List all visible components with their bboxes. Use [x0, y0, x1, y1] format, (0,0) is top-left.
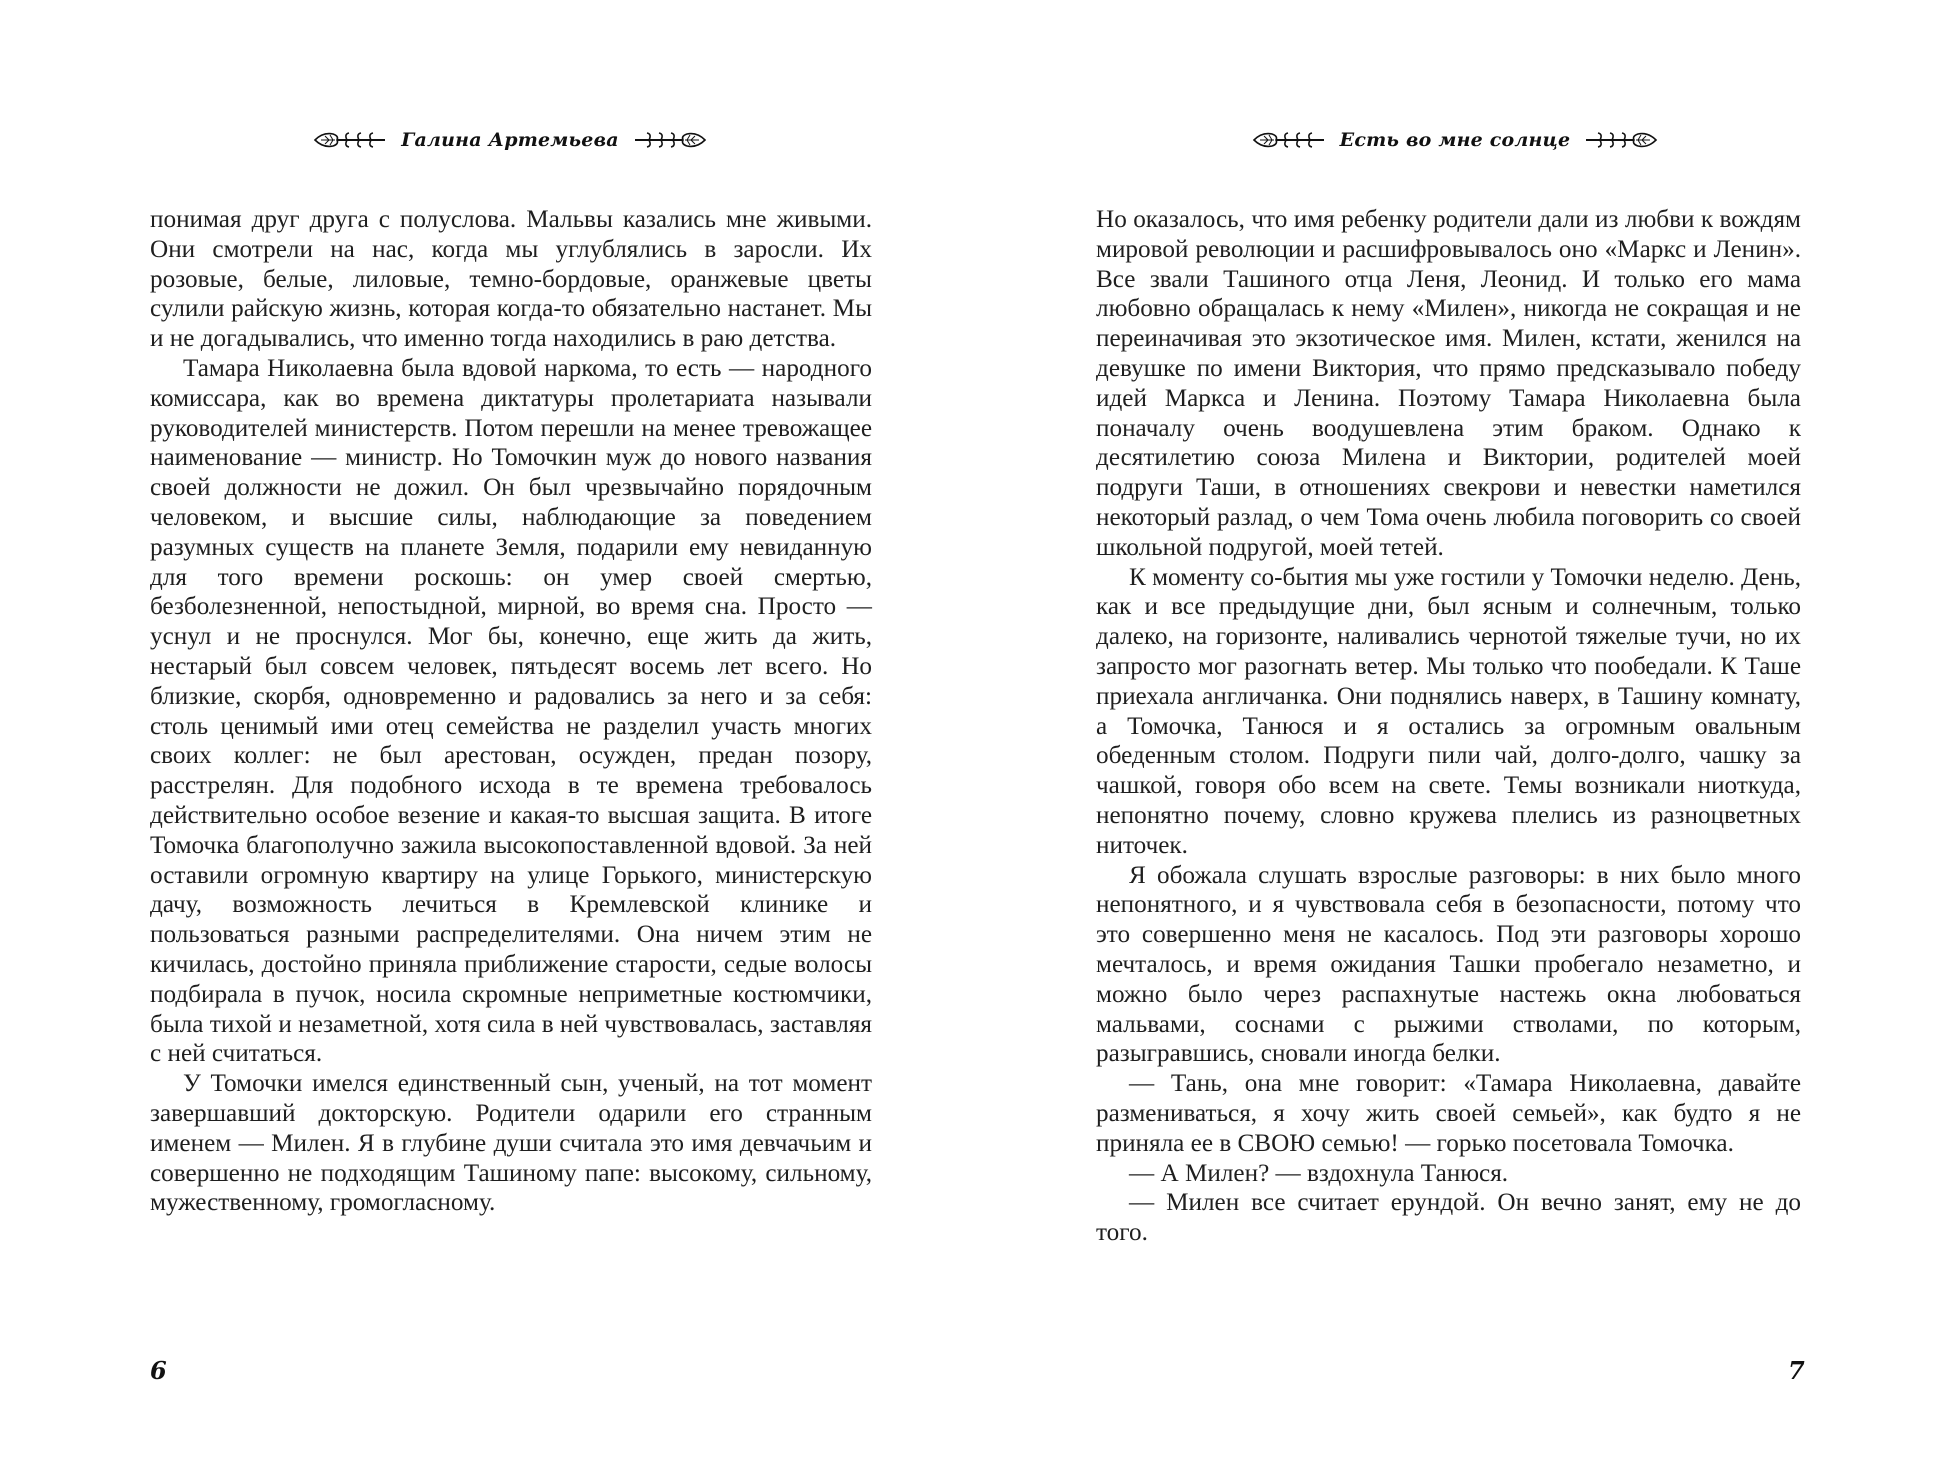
body-text — [1096, 205, 1801, 1248]
running-header-title: Галина Артемьева — [401, 129, 619, 151]
leaf-branch-ornament-icon — [1252, 130, 1326, 150]
paragraph: Я обожала слушать взрослые разговоры: в них было много непонятного, и я чувствовала себя в безопасности, потому что это совершенно меня не касалось. Под эти разговоры хорошо мечталось, и время ожидания Ташки пробегало незаметно, и можно было через распахнутые настежь окна любоваться мальвами, соснами с рыжими стволами, по которым, разыгравшись, сновали иногда белки. — [1096, 861, 1801, 1068]
page-number: 7 — [1788, 1356, 1805, 1385]
right-page — [973, 0, 1946, 1476]
leaf-branch-ornament-icon — [313, 130, 387, 150]
page-number: 6 — [150, 1356, 167, 1385]
running-header-book-title — [1245, 120, 1665, 160]
dialogue-paragraph: — Милен все считает ерундой. Он вечно занят, ему не до того. — [1096, 1189, 1801, 1247]
leaf-branch-ornament-icon — [1584, 130, 1658, 150]
paragraph: К моменту со-бытия мы уже гостили у Томочки неделю. День, как и все предыдущие дни, был ясным и солнечным, только далеко, на горизонте, наливались чернотой тяжелые тучи, но их запросто мог разогнать ветер. Мы только что пообедали. К Таше приехала англичанка. Они поднялись наверх, в Ташину комнату, а Томочка, Танюся и я остались за огромным овальным обеденным столом. Подруги пили чай, долго-долго, чашку за чашкой, говоря обо всем на свете. Темы возникали ниоткуда, непонятно почему, словно кружева плелись из разноцветных ниточек. — [1096, 563, 1801, 859]
paragraph: У Томочки имелся единственный сын, ученый, на тот момент завершавший докторскую. Родители одарили его странным именем — Милен. Я в глубине души считала это имя девчачьим и совершенно не подходящим Ташиному папе: высокому, сильному, мужественному, громогласному. — [150, 1070, 872, 1217]
dialogue-paragraph: — Тань, она мне говорит: «Тамара Николаевна, давайте размениваться, я хочу жить своей семьей», как будто я не приняла ее в СВОЮ семью! — горько посетовала Томочка. — [1096, 1070, 1801, 1157]
paragraph: Но оказалось, что имя ребенку родители дали из любви к вождям мировой революции и расшифровывалось оно «Маркс и Ленин». Все звали Ташиного отца Леня, Леонид. И только его мама любовно обращалась к нему «Милен», никогда не сокращая и не переиначивая это экзотическое имя. Милен, кстати, женился на девушке по имени Виктория, что прямо предсказывало победу идей Маркса и Ленина. Поэтому Тамара Николаевна была поначалу очень воодушевлена этим браком. Однако к десятилетию союза Милена и Виктории, родителей моей подруги Таши, в отношениях свекрови и невестки наметился некоторый разлад, о чем Тома очень любила поговорить со своей школьной подругой, моей тетей. — [1096, 206, 1801, 561]
paragraph: понимая друг друга с полуслова. Мальвы казались мне живыми. Они смотрели на нас, когда мы углублялись в заросли. Их розовые, белые, лиловые, темно-бордовые, оранжевые цветы сулили райскую жизнь, которая когда-то обязательно настанет. Мы и не догадывались, что именно тогда находились в раю детства. — [150, 206, 872, 353]
dialogue-paragraph: — А Милен? — вздохнула Танюся. — [1129, 1159, 1509, 1187]
running-header-title: Есть во мне солнце — [1339, 129, 1571, 151]
paragraph: Тамара Николаевна была вдовой наркома, то есть — народного комиссара, как во времена диктатуры пролетариата называли руководителей министерств. Потом перешли на менее тревожащее наименование — министр. Но Томочкин муж до нового названия своей должности не дожил. Он был чрезвычайно порядочным человеком, и высшие силы, наблюдающие за поведением разумных существ на планете Земля, подарили ему невиданную для того времени роскошь: он умер своей смертью, безболезненной, непостыдной, мирной, во время сна. Просто — уснул и не проснулся. Мог бы, конечно, еще жить да жить, нестарый был совсем человек, пятьдесят восемь лет всего. Но близкие, скорбя, одновременно и радовались за него и за себя: столь ценимый ими отец семейства не разделил участь многих своих коллег: не был арестован, осужден, предан позору, расстрелян. Для подобного исхода в те времена требовалось действительно особое везение и какая-то высшая защита. В итоге Томочка благополучно зажила высокопоставленной вдовой. За ней оставили огромную квартиру на улице Горького, министерскую дачу, возможность лечиться в Кремлевской клинике и пользоваться разными распределителями. Она ничем этим не кичилась, достойно приняла приближение старости, седые волосы подбирала в пучок, носила скромные неприметные костюмчики, была тихой и незаметной, хотя сила в ней чувствовалась, заставляя с ней считаться. — [150, 354, 872, 1068]
leaf-branch-ornament-icon — [633, 130, 707, 150]
body-text — [150, 205, 872, 1218]
running-header-author — [300, 120, 720, 160]
